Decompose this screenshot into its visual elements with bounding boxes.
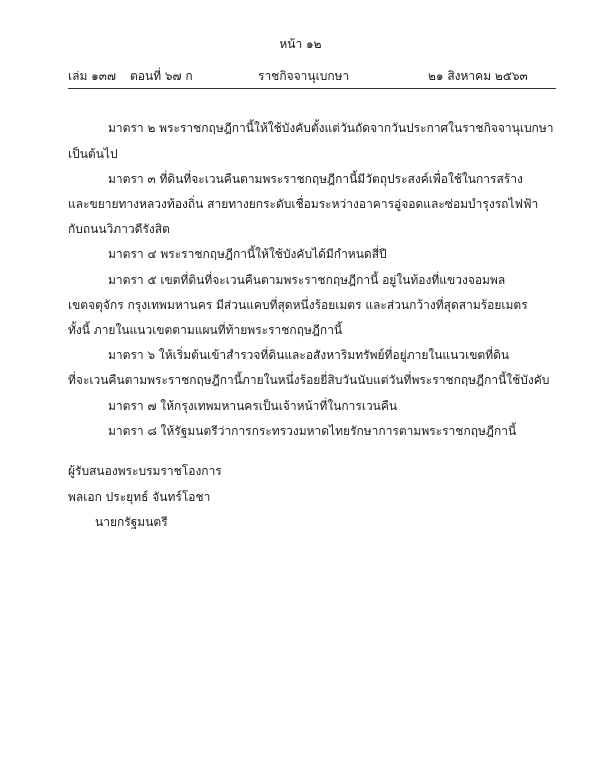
issue-number: ตอนที่ ๖๗ ก: [130, 69, 193, 83]
gazette-title: ราชกิจจานุเบกษา: [258, 69, 350, 83]
section-5-line-3: ทั้งนี้ ภายในแนวเขตตามแผนที่ท้ายพระราชกฤษฎีกานี้: [68, 323, 343, 337]
header-divider: [68, 88, 556, 89]
section-7-line-1: มาตรา ๗ ให้กรุงเทพมหานครเป็นเจ้าหน้าที่ในการเวนคืน: [108, 399, 398, 413]
signatory-name: พลเอก ประยุทธ์ จันทร์โอชา: [68, 490, 211, 504]
section-6-line-2: ที่จะเวนคืนตามพระราชกฤษฎีกานี้ภายในหนึ่งร้อยยี่สิบวันนับแต่วันที่พระราชกฤษฎีกานี้ใช้บังคับ: [68, 373, 550, 387]
section-6-line-1: มาตรา ๖ ให้เริ่มต้นเข้าสำรวจที่ดินและอสังหาริมทรัพย์ที่อยู่ภายในแนวเขตที่ดิน: [108, 348, 510, 362]
section-8-line-1: มาตรา ๘ ให้รัฐมนตรีว่าการกระทรวงมหาดไทยรักษาการตามพระราชกฤษฎีกานี้: [108, 424, 517, 438]
section-2-line-1: มาตรา ๒ พระราชกฤษฎีกานี้ให้ใช้บังคับตั้งแต่วันถัดจากวันประกาศในราชกิจจานุเบกษา: [108, 121, 554, 135]
section-4-line-1: มาตรา ๔ พระราชกฤษฎีกานี้ให้ใช้บังคับได้มีกำหนดสี่ปี: [108, 247, 387, 261]
publication-date: ๒๑ สิงหาคม ๒๕๖๓: [428, 69, 528, 83]
signatory-title: นายกรัฐมนตรี: [95, 515, 168, 529]
volume-number: เล่ม ๑๓๗: [68, 69, 117, 83]
section-3-line-3: กับถนนวิภาวดีรังสิต: [68, 222, 170, 236]
section-5-line-1: มาตรา ๕ เขตที่ดินที่จะเวนคืนตามพระราชกฤษฎีกานี้ อยู่ในท้องที่แขวงจอมพล: [108, 273, 506, 287]
page-number: หน้า ๑๒: [279, 37, 322, 51]
section-5-line-2: เขตจตุจักร กรุงเทพมหานคร มีส่วนแคบที่สุดหนึ่งร้อยเมตร และส่วนกว้างที่สุดสามร้อยเมตร: [68, 298, 528, 312]
countersign-label: ผู้รับสนองพระบรมราชโองการ: [68, 464, 222, 478]
section-2-line-2: เป็นต้นไป: [68, 147, 118, 161]
section-3-line-1: มาตรา ๓ ที่ดินที่จะเวนคืนตามพระราชกฤษฎีกานี้มีวัตถุประสงค์เพื่อใช้ในการสร้าง: [108, 172, 523, 186]
section-3-line-2: และขยายทางหลวงท้องถิ่น สายทางยกระดับเชื่อมระหว่างอาคารอู่จอดและซ่อมบำรุงรถไฟฟ้า: [68, 197, 539, 211]
